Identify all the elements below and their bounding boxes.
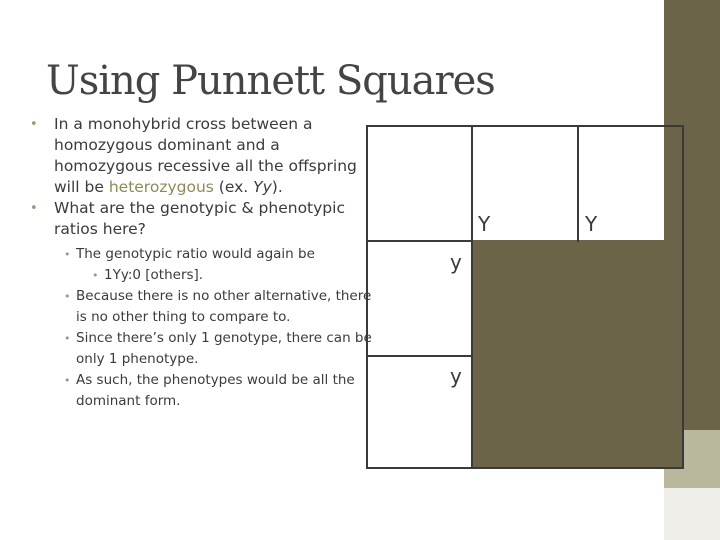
grid-line [368,355,472,357]
bullet-item [28,114,373,198]
sub-sub-bullet-text: 1Yy:0 [others]. [104,267,204,283]
sub-bullet-item [28,286,373,328]
bullet-text: ). [271,178,283,196]
top-allele: Y [478,212,491,236]
sub-bullet-item [28,370,373,412]
grid-line [471,127,473,467]
side-allele: y [450,250,462,274]
side-allele: y [450,364,462,388]
bullet-icon: • [64,374,71,387]
bullet-text: (ex. [213,178,254,196]
bullet-item [28,198,373,240]
punnett-square [366,125,684,469]
bullet-icon: • [92,269,99,282]
sub-bullet-item [28,244,373,265]
band-pale-block [664,488,720,540]
sub-bullet-text: Because there is no other alternative, there is no other thing to compare to. [76,288,372,325]
highlight-term: heterozygous [108,178,214,196]
sub-bullet-text: Since there’s only 1 genotype, there can be only 1 phenotype. [76,330,372,367]
bullet-text: What are the genotypic & phenotypic ratios here? [54,199,345,238]
slide-title: Using Punnett Squares [46,58,495,104]
bullet-icon: • [64,332,71,345]
example-genotype: Yy [253,178,272,196]
bullet-icon: • [64,290,71,303]
bullet-icon: • [30,201,38,216]
bullet-icon: • [64,248,71,261]
bullet-icon: • [30,117,38,132]
sub-bullet-item [28,328,373,370]
bullet-text: In a monohybrid cross between a homozygous dominant and a homozygous recessive all the offspring will be [54,115,357,196]
grid-line [368,240,472,242]
bullet-list [28,114,373,412]
sub-sub-bullet-item [28,265,373,286]
grid-line [577,127,579,242]
top-allele: Y [585,212,598,236]
sub-bullet-text: As such, the phenotypes would be all the dominant form. [76,372,355,409]
sub-bullet-text: The genotypic ratio would again be [76,246,315,262]
